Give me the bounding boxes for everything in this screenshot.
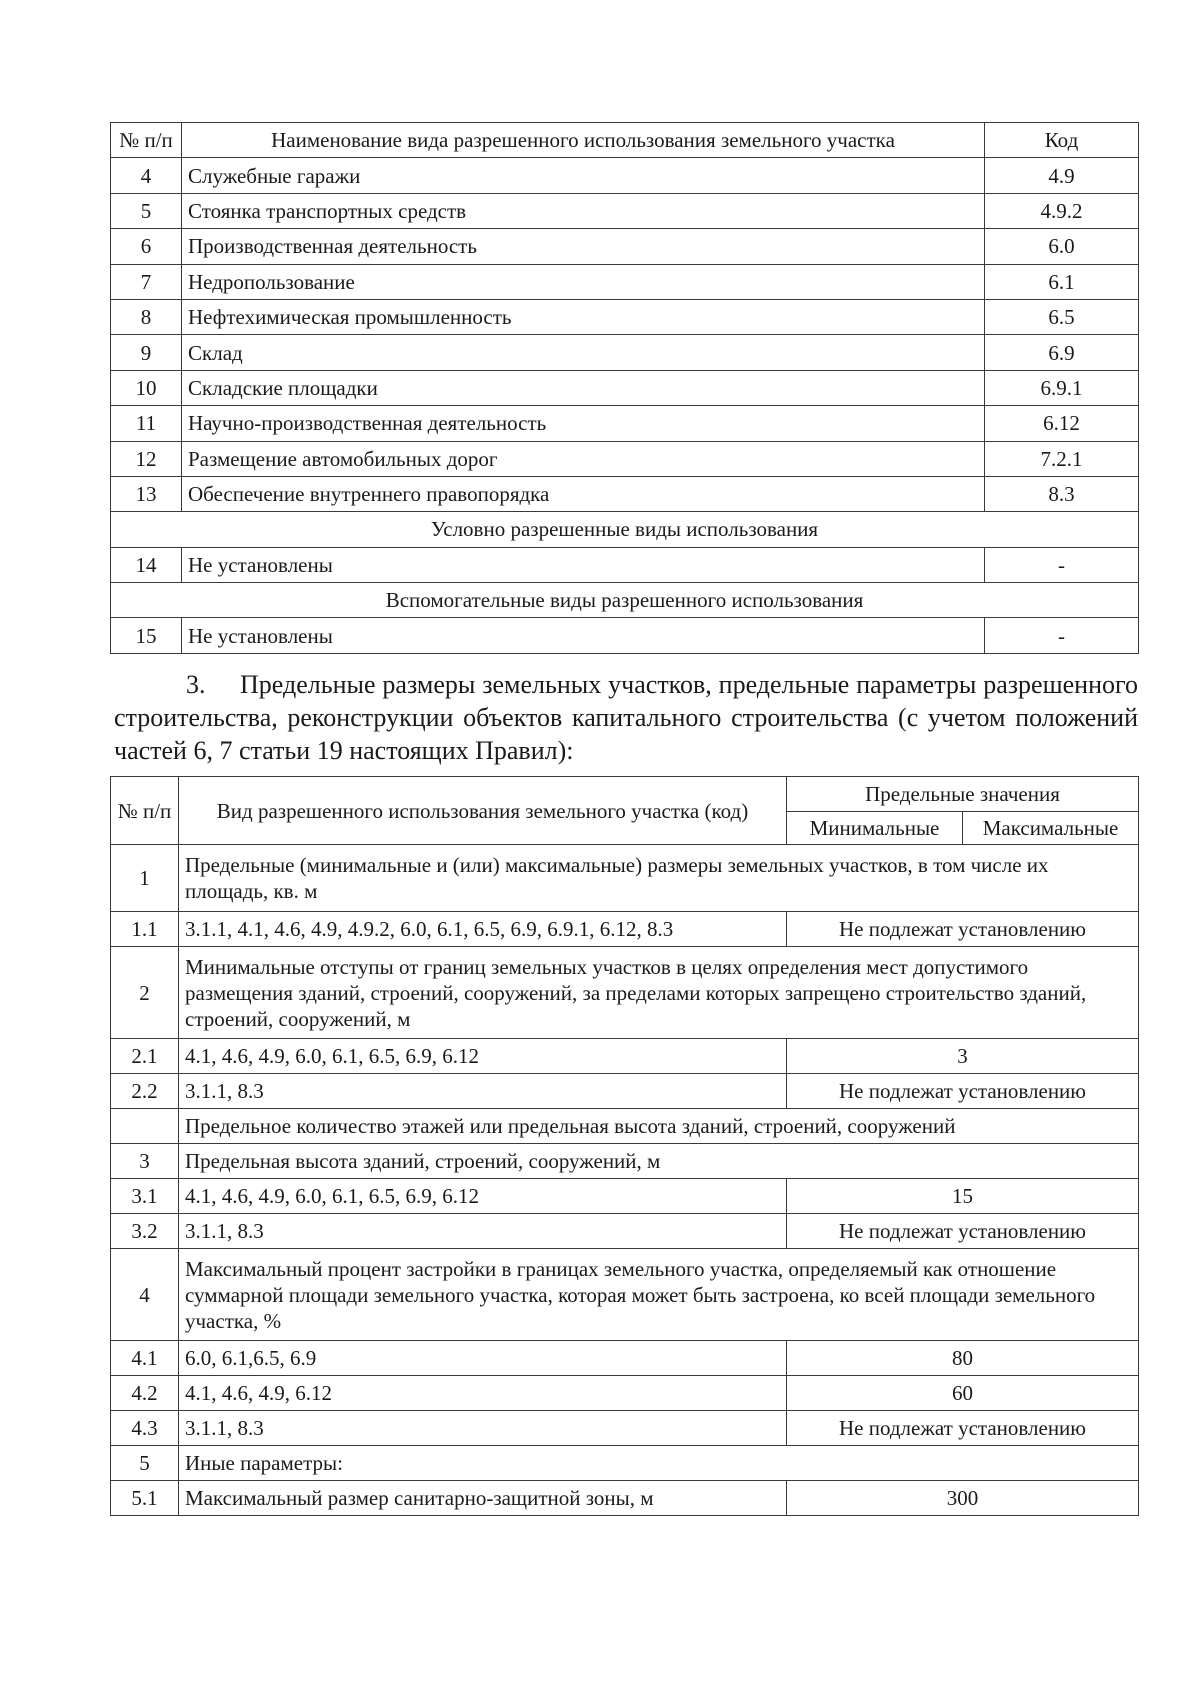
row-num: 3 — [111, 1144, 179, 1179]
row-codes: 4.1, 4.6, 4.9, 6.0, 6.1, 6.5, 6.9, 6.12 — [179, 1039, 787, 1074]
row-num: 3.1 — [111, 1179, 179, 1214]
table-row — [111, 947, 1139, 1039]
row-name: Научно-производственная деятельность — [182, 406, 985, 441]
row-code: 6.12 — [985, 406, 1139, 441]
row-num: 15 — [111, 618, 182, 653]
table-row — [111, 406, 1139, 441]
row-codes: 3.1.1, 8.3 — [179, 1074, 787, 1109]
row-name: Обеспечение внутреннего правопорядка — [182, 476, 985, 511]
header-max: Максимальные — [963, 812, 1139, 845]
header-limit-values: Предельные значения — [787, 777, 1139, 812]
row-code: 6.5 — [985, 299, 1139, 334]
row-code: 4.9 — [985, 158, 1139, 193]
row-name: Складские площадки — [182, 370, 985, 405]
row-num — [111, 1109, 179, 1144]
row-value: 3 — [787, 1039, 1139, 1074]
row-text: Максимальный процент застройки в границах земельного участка, определяемый как отношение суммарной площади земельного участка, которая может быть застроена, ко всей площади земельного участка, % — [179, 1249, 1139, 1341]
row-value: Не подлежат установлению — [787, 1214, 1139, 1249]
table-row — [111, 547, 1139, 582]
row-num: 1 — [111, 845, 179, 912]
table-row — [111, 229, 1139, 264]
row-num: 13 — [111, 476, 182, 511]
row-text: Предельное количество этажей или предельная высота зданий, строений, сооружений — [179, 1109, 1139, 1144]
row-num: 4.1 — [111, 1341, 179, 1376]
table-row — [111, 441, 1139, 476]
row-codes: Максимальный размер санитарно-защитной зоны, м — [179, 1481, 787, 1516]
table-row — [111, 335, 1139, 370]
row-text: Предельные (минимальные и (или) максимальные) размеры земельных участков, в том числе их площадь, кв. м — [179, 845, 1139, 912]
row-name: Нефтехимическая промышленность — [182, 299, 985, 334]
table-row — [111, 912, 1139, 947]
header-num: № п/п — [111, 777, 179, 845]
table-row — [111, 845, 1139, 912]
row-num: 5.1 — [111, 1481, 179, 1516]
table-row — [111, 193, 1139, 228]
row-num: 8 — [111, 299, 182, 334]
table-row — [111, 1144, 1139, 1179]
row-num: 4 — [111, 158, 182, 193]
row-codes: 3.1.1, 4.1, 4.6, 4.9, 4.9.2, 6.0, 6.1, 6.5, 6.9, 6.9.1, 6.12, 8.3 — [179, 912, 787, 947]
table-row — [111, 1376, 1139, 1411]
table-row — [111, 1039, 1139, 1074]
row-num: 3.2 — [111, 1214, 179, 1249]
row-codes: 3.1.1, 8.3 — [179, 1214, 787, 1249]
row-num: 5 — [111, 1446, 179, 1481]
table-row — [111, 264, 1139, 299]
row-text: Предельная высота зданий, строений, сооружений, м — [179, 1144, 1139, 1179]
table-header-row — [111, 777, 1139, 812]
row-name: Не установлены — [182, 618, 985, 653]
row-codes: 4.1, 4.6, 4.9, 6.12 — [179, 1376, 787, 1411]
row-text: Иные параметры: — [179, 1446, 1139, 1481]
table-row — [111, 1249, 1139, 1341]
row-value: Не подлежат установлению — [787, 912, 1139, 947]
row-codes: 6.0, 6.1,6.5, 6.9 — [179, 1341, 787, 1376]
row-num: 2 — [111, 947, 179, 1039]
row-num: 11 — [111, 406, 182, 441]
row-num: 4.2 — [111, 1376, 179, 1411]
row-codes: 3.1.1, 8.3 — [179, 1411, 787, 1446]
row-text: Минимальные отступы от границ земельных участков в целях определения мест допустимого размещения зданий, строений, сооружений, за пределами которых запрещено строительство зданий, строений, сооружений, м — [179, 947, 1139, 1039]
header-code: Код — [985, 123, 1139, 158]
header-use-type: Вид разрешенного использования земельного участка (код) — [179, 777, 787, 845]
row-value: Не подлежат установлению — [787, 1074, 1139, 1109]
row-codes: 4.1, 4.6, 4.9, 6.0, 6.1, 6.5, 6.9, 6.12 — [179, 1179, 787, 1214]
row-code: 6.9.1 — [985, 370, 1139, 405]
row-code: 4.9.2 — [985, 193, 1139, 228]
table-row — [111, 1446, 1139, 1481]
row-name: Размещение автомобильных дорог — [182, 441, 985, 476]
row-value: 80 — [787, 1341, 1139, 1376]
row-num: 6 — [111, 229, 182, 264]
limits-table — [110, 776, 1139, 1516]
table-row — [111, 1179, 1139, 1214]
row-num: 5 — [111, 193, 182, 228]
row-code: - — [985, 618, 1139, 653]
row-code: 6.9 — [985, 335, 1139, 370]
row-num: 1.1 — [111, 912, 179, 947]
section-row — [111, 512, 1139, 547]
table-row — [111, 1214, 1139, 1249]
table-row — [111, 1074, 1139, 1109]
row-name: Склад — [182, 335, 985, 370]
row-num: 2.2 — [111, 1074, 179, 1109]
row-code: 8.3 — [985, 476, 1139, 511]
table-row — [111, 1481, 1139, 1516]
row-name: Недропользование — [182, 264, 985, 299]
section-row — [111, 583, 1139, 618]
section-auxiliary-uses: Вспомогательные виды разрешенного использования — [111, 583, 1139, 618]
row-num: 9 — [111, 335, 182, 370]
table-row — [111, 476, 1139, 511]
row-num: 7 — [111, 264, 182, 299]
table-row — [111, 1109, 1139, 1144]
table-row — [111, 299, 1139, 334]
row-name: Производственная деятельность — [182, 229, 985, 264]
row-code: 6.1 — [985, 264, 1139, 299]
row-code: - — [985, 547, 1139, 582]
table-header-row — [111, 123, 1139, 158]
header-num: № п/п — [111, 123, 182, 158]
paragraph-text: Предельные размеры земельных участков, предельные параметры разрешенного строительства, реконструкции объектов капитального строительства (с учетом положений частей 6, 7 статьи 19 настоящих Правил): — [114, 670, 1139, 765]
row-code: 7.2.1 — [985, 441, 1139, 476]
row-value: 300 — [787, 1481, 1139, 1516]
row-code: 6.0 — [985, 229, 1139, 264]
row-name: Служебные гаражи — [182, 158, 985, 193]
row-name: Не установлены — [182, 547, 985, 582]
table-row — [111, 1341, 1139, 1376]
row-name: Стоянка транспортных средств — [182, 193, 985, 228]
table-row — [111, 618, 1139, 653]
row-num: 10 — [111, 370, 182, 405]
table-row — [111, 158, 1139, 193]
row-num: 14 — [111, 547, 182, 582]
section-3-paragraph — [114, 668, 1138, 767]
row-value: 15 — [787, 1179, 1139, 1214]
row-num: 4.3 — [111, 1411, 179, 1446]
paragraph-number: 3. — [186, 670, 206, 699]
table-row — [111, 370, 1139, 405]
row-value: Не подлежат установлению — [787, 1411, 1139, 1446]
table-row — [111, 1411, 1139, 1446]
permitted-use-table — [110, 122, 1139, 654]
row-value: 60 — [787, 1376, 1139, 1411]
row-num: 12 — [111, 441, 182, 476]
row-num: 2.1 — [111, 1039, 179, 1074]
section-conditional-uses: Условно разрешенные виды использования — [111, 512, 1139, 547]
header-name: Наименование вида разрешенного использования земельного участка — [182, 123, 985, 158]
header-min: Минимальные — [787, 812, 963, 845]
row-num: 4 — [111, 1249, 179, 1341]
